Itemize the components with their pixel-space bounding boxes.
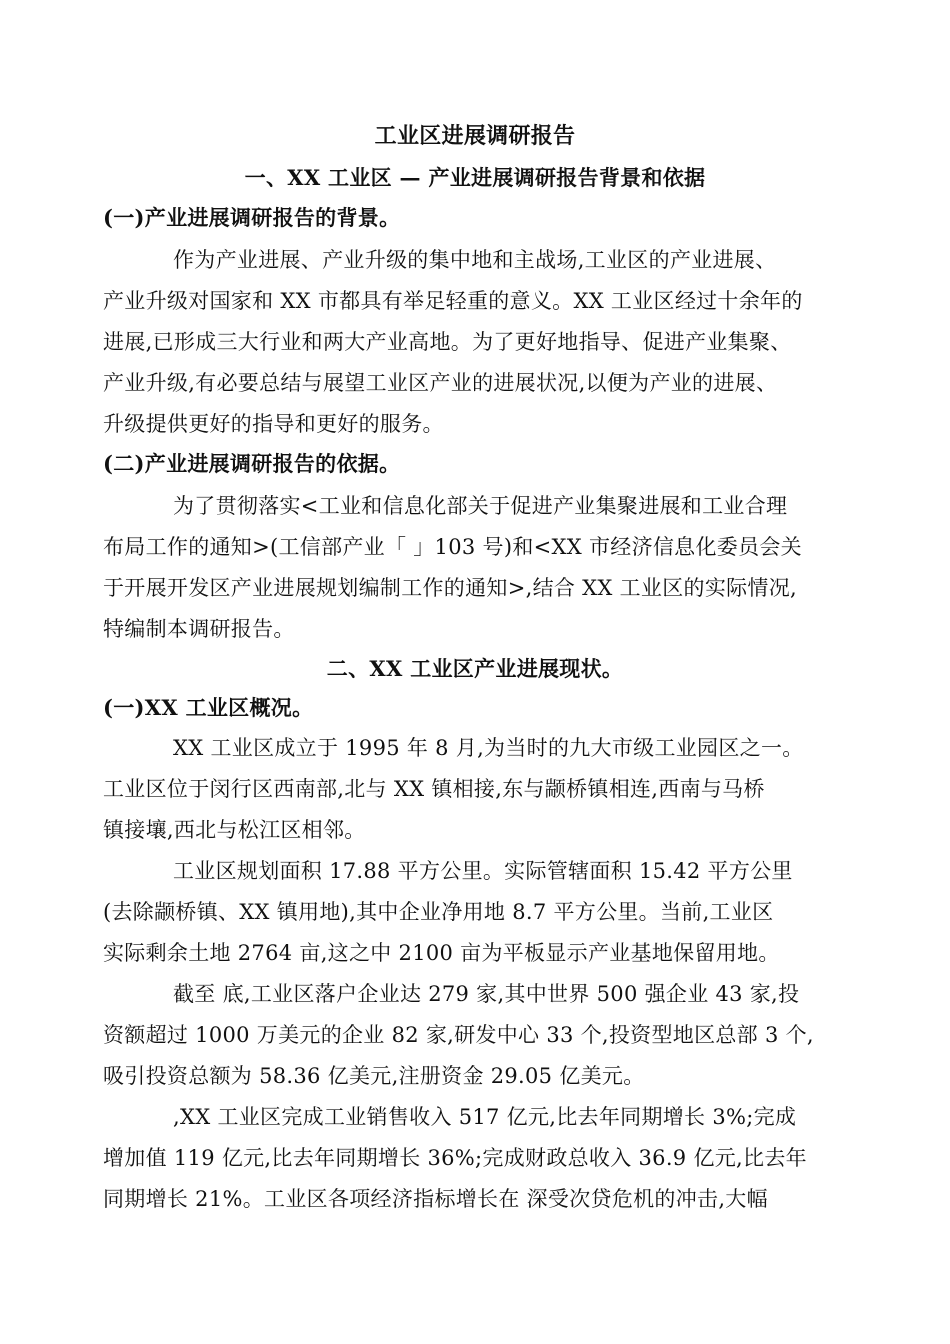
paragraph-line: 布局工作的通知>(工信部产业「 」103 号)和<XX 市经济信息化委员会关 [103,535,802,559]
subsection-heading-2-1: (一)XX 工业区概况。 [103,695,314,720]
subsection-heading-1-2: (二)产业进展调研报告的依据。 [103,451,401,476]
paragraph-line: XX 工业区成立于 1995 年 8 月,为当时的九大市级工业园区之一。 [173,736,804,760]
paragraph-line: ,XX 工业区完成工业销售收入 517 亿元,比去年同期增长 3%;完成 [173,1105,797,1129]
paragraph-line: 增加值 119 亿元,比去年同期增长 36%;完成财政总收入 36.9 亿元,比去年 [103,1146,807,1170]
paragraph-line: 升级提供更好的指导和更好的服务。 [103,412,444,436]
paragraph-line: 实际剩余土地 2764 亩,这之中 2100 亩为平板显示产业基地保留用地。 [103,941,780,965]
subsection-heading-1-1: (一)产业进展调研报告的背景。 [103,205,401,230]
paragraph-line: 为了贯彻落实<工业和信息化部关于促进产业集聚进展和工业合理 [173,494,788,518]
paragraph-line: 于开展开发区产业进展规划编制工作的通知>,结合 XX 工业区的实际情况, [103,576,797,600]
paragraph-line: 产业升级,有必要总结与展望工业区产业的进展状况,以便为产业的进展、 [103,371,778,395]
section-heading-2: 二、XX 工业区产业进展现状。 [326,656,624,681]
paragraph-line: (去除颛桥镇、XX 镇用地),其中企业净用地 8.7 平方公里。当前,工业区 [103,900,774,924]
paragraph-line: 作为产业进展、产业升级的集中地和主战场,工业区的产业进展、 [173,248,777,272]
paragraph-line: 资额超过 1000 万美元的企业 82 家,研发中心 33 个,投资型地区总部 3 个, [103,1023,814,1047]
paragraph-line: 工业区位于闵行区西南部,北与 XX 镇相接,东与颛桥镇相连,西南与马桥 [103,777,765,801]
paragraph-line: 同期增长 21%。工业区各项经济指标增长在 深受次贷危机的冲击,大幅 [103,1187,768,1211]
paragraph-line: 工业区规划面积 17.88 平方公里。实际管辖面积 15.42 平方公里 [173,859,793,883]
paragraph-line: 特编制本调研报告。 [103,617,295,641]
paragraph-line: 进展,已形成三大行业和两大产业高地。为了更好地指导、促进产业集聚、 [103,330,792,354]
paragraph-line: 产业升级对国家和 XX 市都具有举足轻重的意义。XX 工业区经过十余年的 [103,289,803,313]
paragraph-line: 镇接壤,西北与松江区相邻。 [103,818,366,842]
paragraph-line: 吸引投资总额为 58.36 亿美元,注册资金 29.05 亿美元。 [103,1064,645,1088]
section-heading-1: 一、XX 工业区 — 产业进展调研报告背景和依据 [244,165,706,190]
paragraph-line: 截至 底,工业区落户企业达 279 家,其中世界 500 强企业 43 家,投 [173,982,800,1006]
document-title: 工业区进展调研报告 [374,123,576,149]
